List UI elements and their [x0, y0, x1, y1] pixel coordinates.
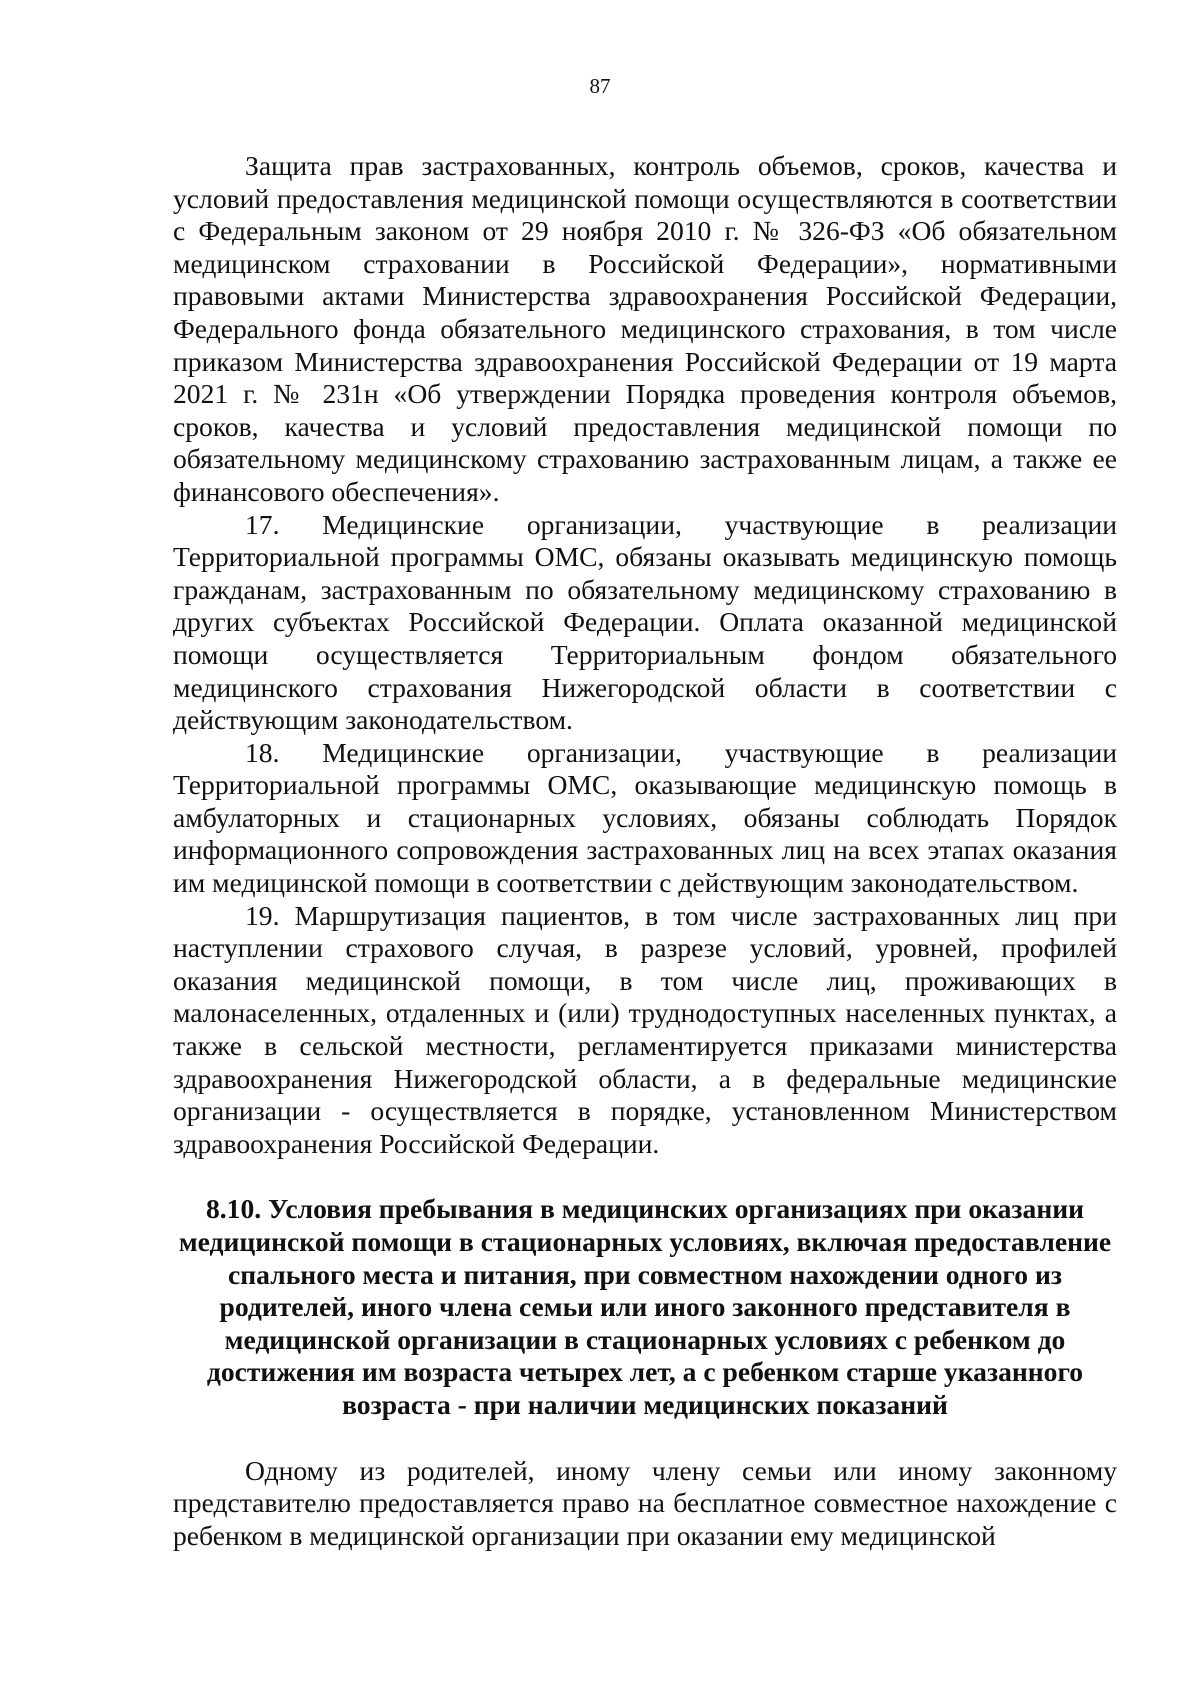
- section-heading-line: достижения им возраста четырех лет, а с ребенком старше указанного: [206, 1356, 1084, 1388]
- section-heading-line: спального места и питания, при совместном нахождении одного из: [228, 1258, 1062, 1290]
- section-heading-line: возраста - при наличии медицинских показаний: [342, 1388, 948, 1420]
- section-heading-8-10: [173, 1193, 1117, 1421]
- paragraph-17: 17. Медицинские организации, участвующие в реализации Территориальной программы ОМС, обязаны оказывать медицинскую помощь гражданам, застрахованным по обязательному медицинскому страхованию в других субъектах Российской Федерации. Оплата оказанной медицинской помощи осуществляется Территориальным фондом обязательного медицинского страхования Нижегородской области в соответствии с действующим законодательством.: [173, 508, 1117, 736]
- paragraph-18: 18. Медицинские организации, участвующие в реализации Территориальной программы ОМС, оказывающие медицинскую помощь в амбулаторных и стационарных условиях, обязаны соблюдать Порядок информационного сопровождения застрахованных лиц на всех этапах оказания им медицинской помощи в соответствии с действующим законодательством.: [173, 736, 1117, 899]
- section-heading-line: медицинской помощи в стационарных условиях, включая предоставление: [178, 1226, 1112, 1257]
- paragraph-19: 19. Маршрутизация пациентов, в том числе застрахованных лиц при наступлении страхового случая, в разрезе условий, уровней, профилей оказания медицинской помощи, в том числе лиц, проживающих в малонаселенных, отдаленных и (или) труднодоступных населенных пунктах, а также в сельской местности, регламентируется приказами министерства здравоохранения Нижегородской области, а в федеральные медицинские организации - осуществляется в порядке, установленном Министерством здравоохранения Российской Федерации.: [173, 899, 1117, 1159]
- paragraph-insured-rights: Защита прав застрахованных, контроль объемов, сроков, качества и условий предоставления медицинской помощи осуществляются в соответствии с Федеральным законом от 29 ноября 2010 г. № 326-ФЗ «Об обязательном медицинском страховании в Российской Федерации», нормативными правовыми актами Министерства здравоохранения Российской Федерации, Федерального фонда обязательного медицинского страхования, в том числе приказом Министерства здравоохранения Российской Федерации от 19 марта 2021 г. № 231н «Об утверждении Порядка проведения контроля объемов, сроков, качества и условий предоставления медицинской помощи по обязательному медицинскому страхованию застрахованным лицам, а также ее финансового обеспечения».: [173, 150, 1117, 507]
- document-body: [173, 150, 1117, 1552]
- paragraph-parent-stay: Одному из родителей, иному члену семьи или иному законному представителю предоставляется право на бесплатное совместное нахождение с ребенком в медицинской организации при оказании ему медицинской: [173, 1454, 1117, 1551]
- spacer: [173, 1422, 1117, 1455]
- section-heading-line: родителей, иного члена семьи или иного законного представителя в: [219, 1291, 1071, 1323]
- page-number: 87: [589, 74, 611, 98]
- spacer: [173, 1160, 1117, 1193]
- section-heading-line: 8.10. Условия пребывания в медицинских организациях при оказании: [205, 1193, 1085, 1225]
- section-heading-line: медицинской организации в стационарных условиях с ребенком до: [224, 1323, 1066, 1355]
